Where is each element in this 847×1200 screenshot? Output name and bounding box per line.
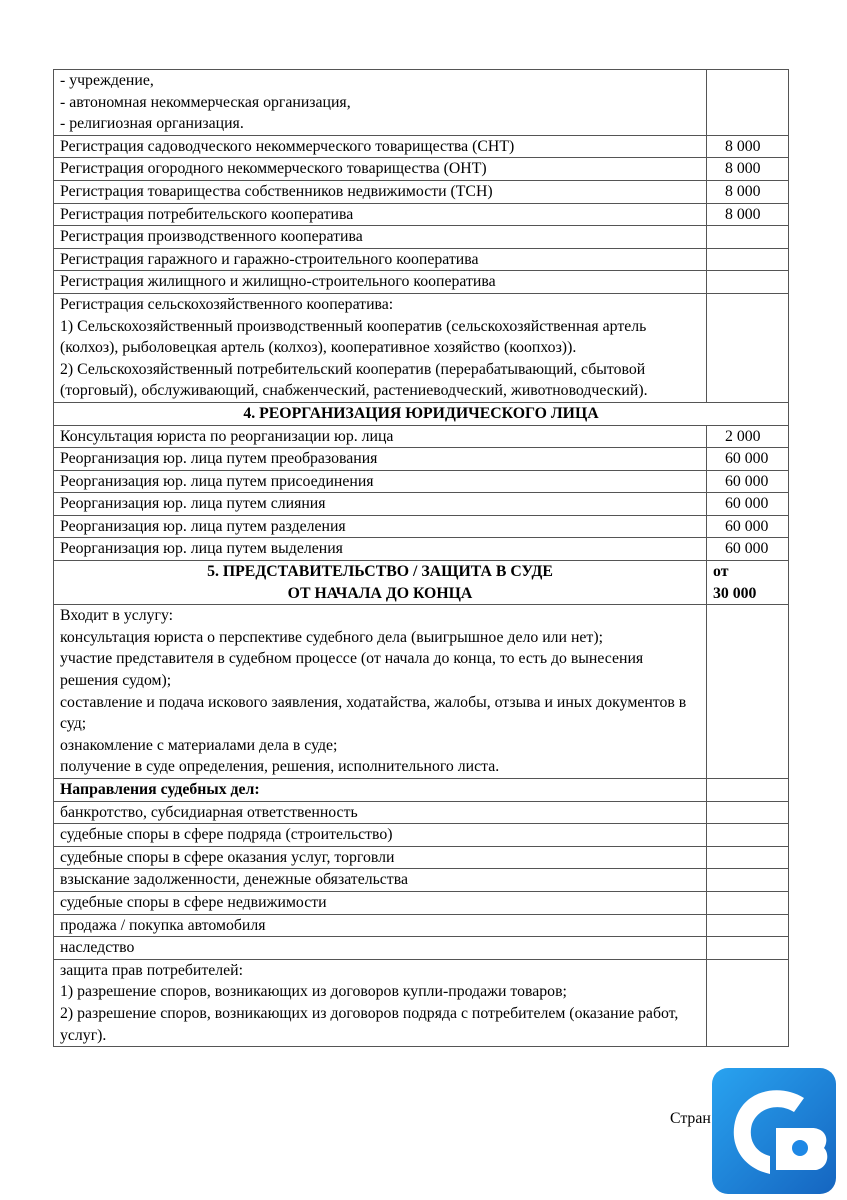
service-description: Направления судебных дел: xyxy=(54,779,707,802)
service-description: банкротство, субсидиарная ответственность xyxy=(54,801,707,824)
service-description: судебные споры в сфере подряда (строительство) xyxy=(54,824,707,847)
service-description: судебные споры в сфере недвижимости xyxy=(54,891,707,914)
table-row xyxy=(54,914,789,937)
service-description: взыскание задолженности, денежные обязательства xyxy=(54,869,707,892)
service-price: 60 000 xyxy=(707,470,789,493)
table-row xyxy=(54,293,789,402)
service-price xyxy=(707,846,789,869)
service-price: 60 000 xyxy=(707,515,789,538)
service-description: Регистрация гаражного и гаражно-строительного кооператива xyxy=(54,248,707,271)
service-price: 8 000 xyxy=(707,158,789,181)
service-description: Регистрация сельскохозяйственного кооператива: 1) Сельскохозяйственный производственный кооператив (сельскохозяйственная артель (колхоз), рыболовецкая артель (колхоз), кооперативное хозяйство (коопхоз)). 2) Сельскохозяйственный потребительский кооператив (перерабатывающий, сбытовой (торговый), обслуживающий, снабженческий, растениеводческий, животноводческий). xyxy=(54,293,707,402)
table-row xyxy=(54,203,789,226)
service-description: Реорганизация юр. лица путем выделения xyxy=(54,538,707,561)
table-row xyxy=(54,937,789,960)
table-row xyxy=(54,271,789,294)
table-row xyxy=(54,226,789,249)
table-row xyxy=(54,248,789,271)
table-row xyxy=(54,869,789,892)
service-price xyxy=(707,779,789,802)
service-price: 60 000 xyxy=(707,448,789,471)
service-price xyxy=(707,824,789,847)
service-price: от 30 000 xyxy=(707,561,789,605)
section-title: 5. ПРЕДСТАВИТЕЛЬСТВО / ЗАЩИТА В СУДЕ ОТ НАЧАЛА ДО КОНЦА xyxy=(54,561,707,605)
table-row xyxy=(54,538,789,561)
page-number-label: Стран xyxy=(670,1110,711,1127)
service-price xyxy=(707,293,789,402)
service-description: Реорганизация юр. лица путем присоединения xyxy=(54,470,707,493)
service-price: 60 000 xyxy=(707,493,789,516)
service-description: Регистрация садоводческого некоммерческого товарищества (СНТ) xyxy=(54,135,707,158)
section-title: 4. РЕОРГАНИЗАЦИЯ ЮРИДИЧЕСКОГО ЛИЦА xyxy=(54,402,789,425)
service-price: 2 000 xyxy=(707,425,789,448)
service-description: продажа / покупка автомобиля xyxy=(54,914,707,937)
service-price xyxy=(707,914,789,937)
table-row xyxy=(54,824,789,847)
service-price xyxy=(707,248,789,271)
price-table-body xyxy=(54,70,789,1047)
service-price xyxy=(707,869,789,892)
service-description: - учреждение, - автономная некоммерческая организация, - религиозная организация. xyxy=(54,70,707,136)
service-description: Реорганизация юр. лица путем слияния xyxy=(54,493,707,516)
price-table xyxy=(53,69,789,1047)
table-row xyxy=(54,70,789,136)
service-description: защита прав потребителей: 1) разрешение споров, возникающих из договоров купли-продажи товаров; 2) разрешение споров, возникающих из договоров подряда с потребителем (оказание работ, услуг). xyxy=(54,959,707,1046)
table-row xyxy=(54,158,789,181)
table-row xyxy=(54,425,789,448)
service-description: Регистрация жилищного и жилищно-строительного кооператива xyxy=(54,271,707,294)
service-price xyxy=(707,959,789,1046)
service-price xyxy=(707,891,789,914)
service-price xyxy=(707,271,789,294)
table-row xyxy=(54,515,789,538)
table-row xyxy=(54,470,789,493)
service-description: Реорганизация юр. лица путем преобразования xyxy=(54,448,707,471)
service-price: 8 000 xyxy=(707,180,789,203)
table-row xyxy=(54,135,789,158)
table-row xyxy=(54,801,789,824)
service-description: Регистрация огородного некоммерческого товарищества (ОНТ) xyxy=(54,158,707,181)
service-description: Регистрация потребительского кооператива xyxy=(54,203,707,226)
service-description: Входит в услугу: консультация юриста о перспективе судебного дела (выигрышное дело или нет); участие представителя в судебном процессе (от начала до конца, то есть до вынесения решения судом); составление и подача искового заявления, ходатайства, жалобы, отзыва и иных документов в суд; ознакомление с материалами дела в суде; получение в суде определения, решения, исполнительного листа. xyxy=(54,605,707,779)
table-row xyxy=(54,959,789,1046)
table-row xyxy=(54,493,789,516)
service-description: Реорганизация юр. лица путем разделения xyxy=(54,515,707,538)
service-price xyxy=(707,937,789,960)
service-description: Регистрация производственного кооператива xyxy=(54,226,707,249)
service-price xyxy=(707,605,789,779)
service-description: Регистрация товарищества собственников недвижимости (ТСН) xyxy=(54,180,707,203)
table-row xyxy=(54,846,789,869)
section-header-row xyxy=(54,402,789,425)
service-description: судебные споры в сфере оказания услуг, торговли xyxy=(54,846,707,869)
table-row xyxy=(54,448,789,471)
service-price: 8 000 xyxy=(707,135,789,158)
table-row xyxy=(54,180,789,203)
table-row xyxy=(54,891,789,914)
company-logo-icon xyxy=(712,1068,836,1194)
service-price xyxy=(707,70,789,136)
section-header-row xyxy=(54,561,789,605)
table-row xyxy=(54,779,789,802)
service-price: 8 000 xyxy=(707,203,789,226)
table-row xyxy=(54,605,789,779)
service-price xyxy=(707,226,789,249)
service-description: наследство xyxy=(54,937,707,960)
service-description: Консультация юриста по реорганизации юр. лица xyxy=(54,425,707,448)
service-price: 60 000 xyxy=(707,538,789,561)
service-price xyxy=(707,801,789,824)
